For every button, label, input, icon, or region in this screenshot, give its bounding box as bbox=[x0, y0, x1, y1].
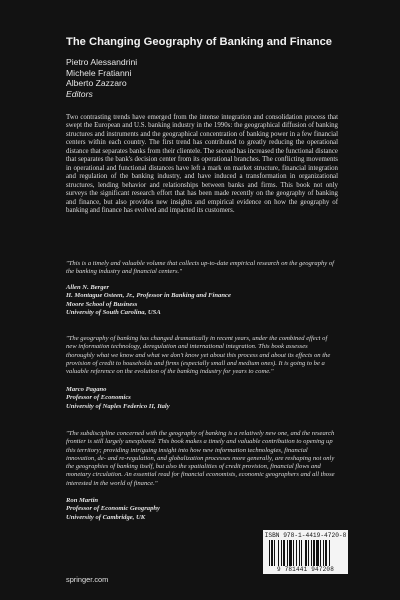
endorser-title: H. Montague Osteen, Jr., Professor in Banking and Finance bbox=[66, 292, 231, 300]
endorser-affiliation: University of Naples Federico II, Italy bbox=[66, 402, 170, 410]
barcode-digits: 9 781441 947208 bbox=[276, 566, 334, 573]
endorser-affiliation: Moore School of Business bbox=[66, 300, 138, 308]
endorsement-attribution bbox=[66, 497, 338, 522]
endorser-affiliation: University of South Carolina, USA bbox=[66, 308, 161, 316]
endorser-affiliation: University of Cambridge, UK bbox=[66, 513, 146, 521]
isbn-barcode bbox=[263, 530, 348, 574]
barcode-bars bbox=[269, 540, 342, 566]
endorsement-quote: "The geography of banking has changed dramatically in recent years, under the combined effect of new information technology, deregulation and international integration. This book assesses thoroughly what we know and what we don't know yet about this process and about its effects on the provision of credit to households and firms (especially small and medium ones). It is going to be a valuable reference on the evolution of the banking industry for years to come." bbox=[66, 335, 331, 376]
book-title: The Changing Geography of Banking and Finance bbox=[66, 36, 333, 48]
endorsement-attribution bbox=[66, 284, 338, 317]
endorsement-quote: "The subdiscipline concerned with the geography of banking is a relatively new one, and the research frontier is still largely unexplored. This book makes a timely and valuable contribution to opening up this territory; providing intriguing insight into how new information technologies, financial innovation, de- and re-regulation, and globalization processes more generally, are reshaping not only the geographies of banking itself, but also the spatialities of credit provision, financial flows and monetary circulation. An essential read for financial economists, economic geographers and all those interested in the world of finance." bbox=[66, 430, 335, 487]
endorser-name: Marco Pagano bbox=[66, 386, 107, 393]
endorser-title: Professor of Economics bbox=[66, 394, 131, 402]
editor-name: Pietro Alessandrini bbox=[66, 57, 138, 67]
editor-name: Michele Fratianni bbox=[66, 67, 132, 78]
editors-block bbox=[66, 57, 137, 99]
endorser-title: Professor of Economic Geography bbox=[66, 505, 160, 513]
endorsement-attribution bbox=[66, 386, 338, 411]
endorsement-quote: "This is a timely and valuable volume that collects up-to-date empirical research on the geography of the banking industry and financial centers." bbox=[66, 260, 334, 276]
publisher-url: springer.com bbox=[66, 575, 109, 584]
isbn-label: ISBN 978-1-4419-4720-8 bbox=[264, 532, 347, 539]
endorser-name: Allen N. Berger bbox=[66, 284, 110, 291]
book-description: Two contrasting trends have emerged from the intense integration and consolidation process that swept the European and U.S. banking industry in the 1990s: the geographical diffusion of banking structures and instruments and the geographical concentration of banking power in a few financial centers within each country. The first trend has contributed to greatly reducing the operational distance that separates banks from their clientele. The second has increased the functional distance that separates the bank's decision center from its operational branches. The conflicting movements in operational and functional distances have left a mark on market structure, financial integration and regulation of the banking industry, and have induced a transformation in organizational structures, lending behavior and relationships between banks and firms. This book not only surveys the significant research effort that has been made recently on the geography of banking and finance, but also provides new insights and empirical evidence on how the geography of banking and finance has evolved and impacted its customers. bbox=[66, 114, 338, 214]
endorser-name: Ron Martin bbox=[66, 497, 99, 504]
editors-role: Editors bbox=[66, 88, 93, 99]
editor-name: Alberto Zazzaro bbox=[66, 78, 127, 89]
